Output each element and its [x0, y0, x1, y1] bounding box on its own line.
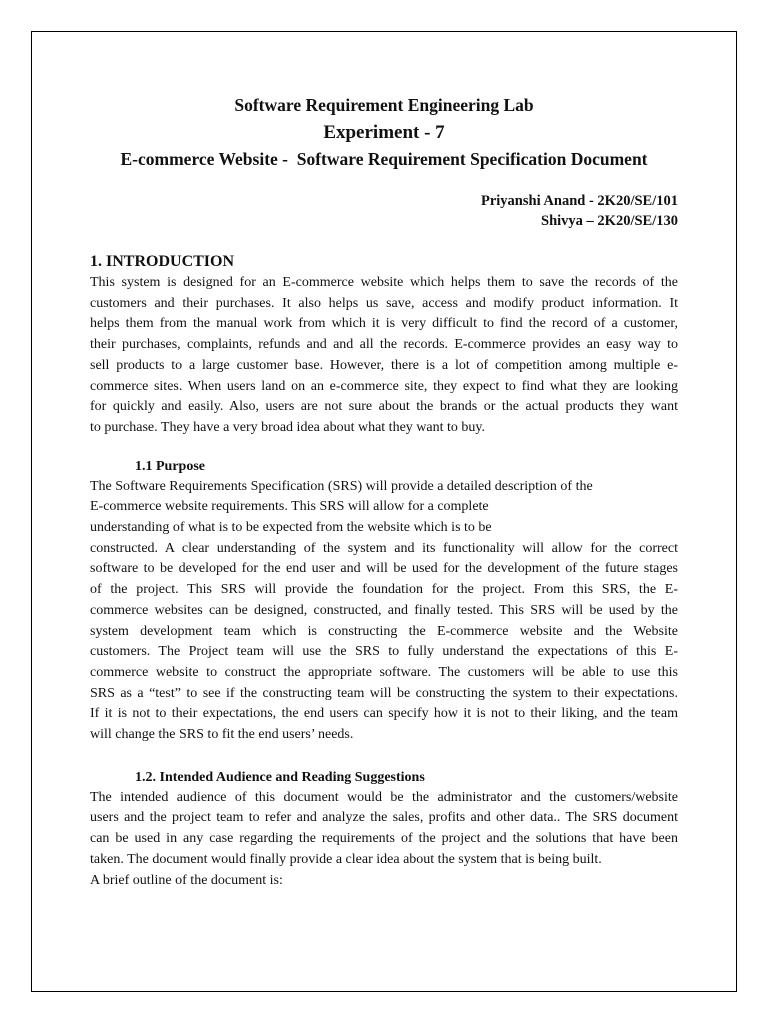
paragraph-line: commerce websites can be designed, constructed, and finally tested. This SRS will be used by the: [90, 602, 678, 618]
paragraph-line: If it is not to their expectations, the end users can specify how it is not to their liking, and the team: [90, 706, 678, 722]
paragraph-line: commerce website to construct the appropriate software. The customers will be able to use this: [90, 664, 678, 680]
paragraph-line: users and the project team to refer and analyze the sales, profits and other data.. The SRS document: [90, 810, 678, 826]
author-2: Shivya – 2K20/SE/130: [541, 213, 678, 229]
purpose-paragraph: [90, 477, 678, 746]
paragraph-line: This system is designed for an E-commerce website which helps them to save the records of the: [90, 275, 678, 290]
authors: [90, 191, 678, 231]
paragraph-line: to purchase. They have a very broad idea about what they want to buy.: [90, 419, 485, 435]
document-subtitle: E-commerce Website - Software Requirement Specification Document: [120, 149, 648, 169]
paragraph-line: customers. The Project team will use the SRS to fully understand the expectations of this E-: [90, 644, 678, 660]
document-title: Software Requirement Engineering Lab: [234, 95, 534, 115]
paragraph-line: of the project. This SRS will provide the foundation for the project. From this SRS, the E-: [90, 582, 678, 598]
paragraph-line: constructed. A clear understanding of the system and its functionality will allow for the correct: [90, 540, 678, 556]
paragraph-line: system development team which is constructing the E-commerce website and the Website: [90, 623, 678, 639]
paragraph-line: taken. The document would finally provide a clear idea about the system that is being built.: [90, 851, 602, 867]
paragraph-line: will change the SRS to fit the end users’ needs.: [90, 727, 354, 743]
purpose-heading: 1.1 Purpose: [135, 458, 205, 474]
audience-heading: 1.2. Intended Audience and Reading Suggestions: [135, 769, 425, 785]
paragraph-line: helps them from the manual work from which it is very difficult to find the record of a customer,: [90, 316, 678, 332]
audience-paragraph: [90, 788, 678, 892]
paragraph-line: for quickly and easily. Also, users are not sure about the brands or the actual products they want: [90, 399, 678, 415]
paragraph-line: The Software Requirements Specification (SRS) will provide a detailed description of the: [90, 478, 593, 494]
experiment-number: Experiment - 7: [323, 122, 445, 143]
paragraph-line: understanding of what is to be expected from the website which is to be: [90, 520, 492, 536]
paragraph-line: customers and their purchases. It also helps us save, access and modify product information. It: [90, 295, 678, 311]
introduction-paragraph: [90, 273, 678, 439]
paragraph-line: commerce sites. When users land on an e-commerce site, they expect to find what they are looking: [90, 378, 678, 394]
paragraph-line: sell products to a large customer base. However, there is a lot of competition among multiple e-: [90, 357, 678, 373]
introduction-heading: 1. INTRODUCTION: [90, 253, 235, 270]
paragraph-line: software to be developed for the end user and will be used for the development of the future stages: [90, 561, 678, 577]
paragraph-line: can be used in any case regarding the requirements of the project and the solutions that have been: [90, 831, 678, 847]
title-block: [90, 92, 678, 173]
document-body: [90, 92, 678, 891]
paragraph-line: A brief outline of the document is:: [90, 872, 283, 888]
paragraph-line: E-commerce website requirements. This SRS will allow for a complete: [90, 499, 489, 515]
paragraph-line: their purchases, complaints, refunds and and all the records. E-commerce provides an easy way to: [90, 337, 678, 353]
paragraph-line: The intended audience of this document would be the administrator and the customers/website: [90, 789, 678, 805]
author-1: Priyanshi Anand - 2K20/SE/101: [480, 193, 678, 209]
paragraph-line: SRS as a “test” to see if the constructing team will be constructing the system to their expectations.: [90, 685, 678, 701]
